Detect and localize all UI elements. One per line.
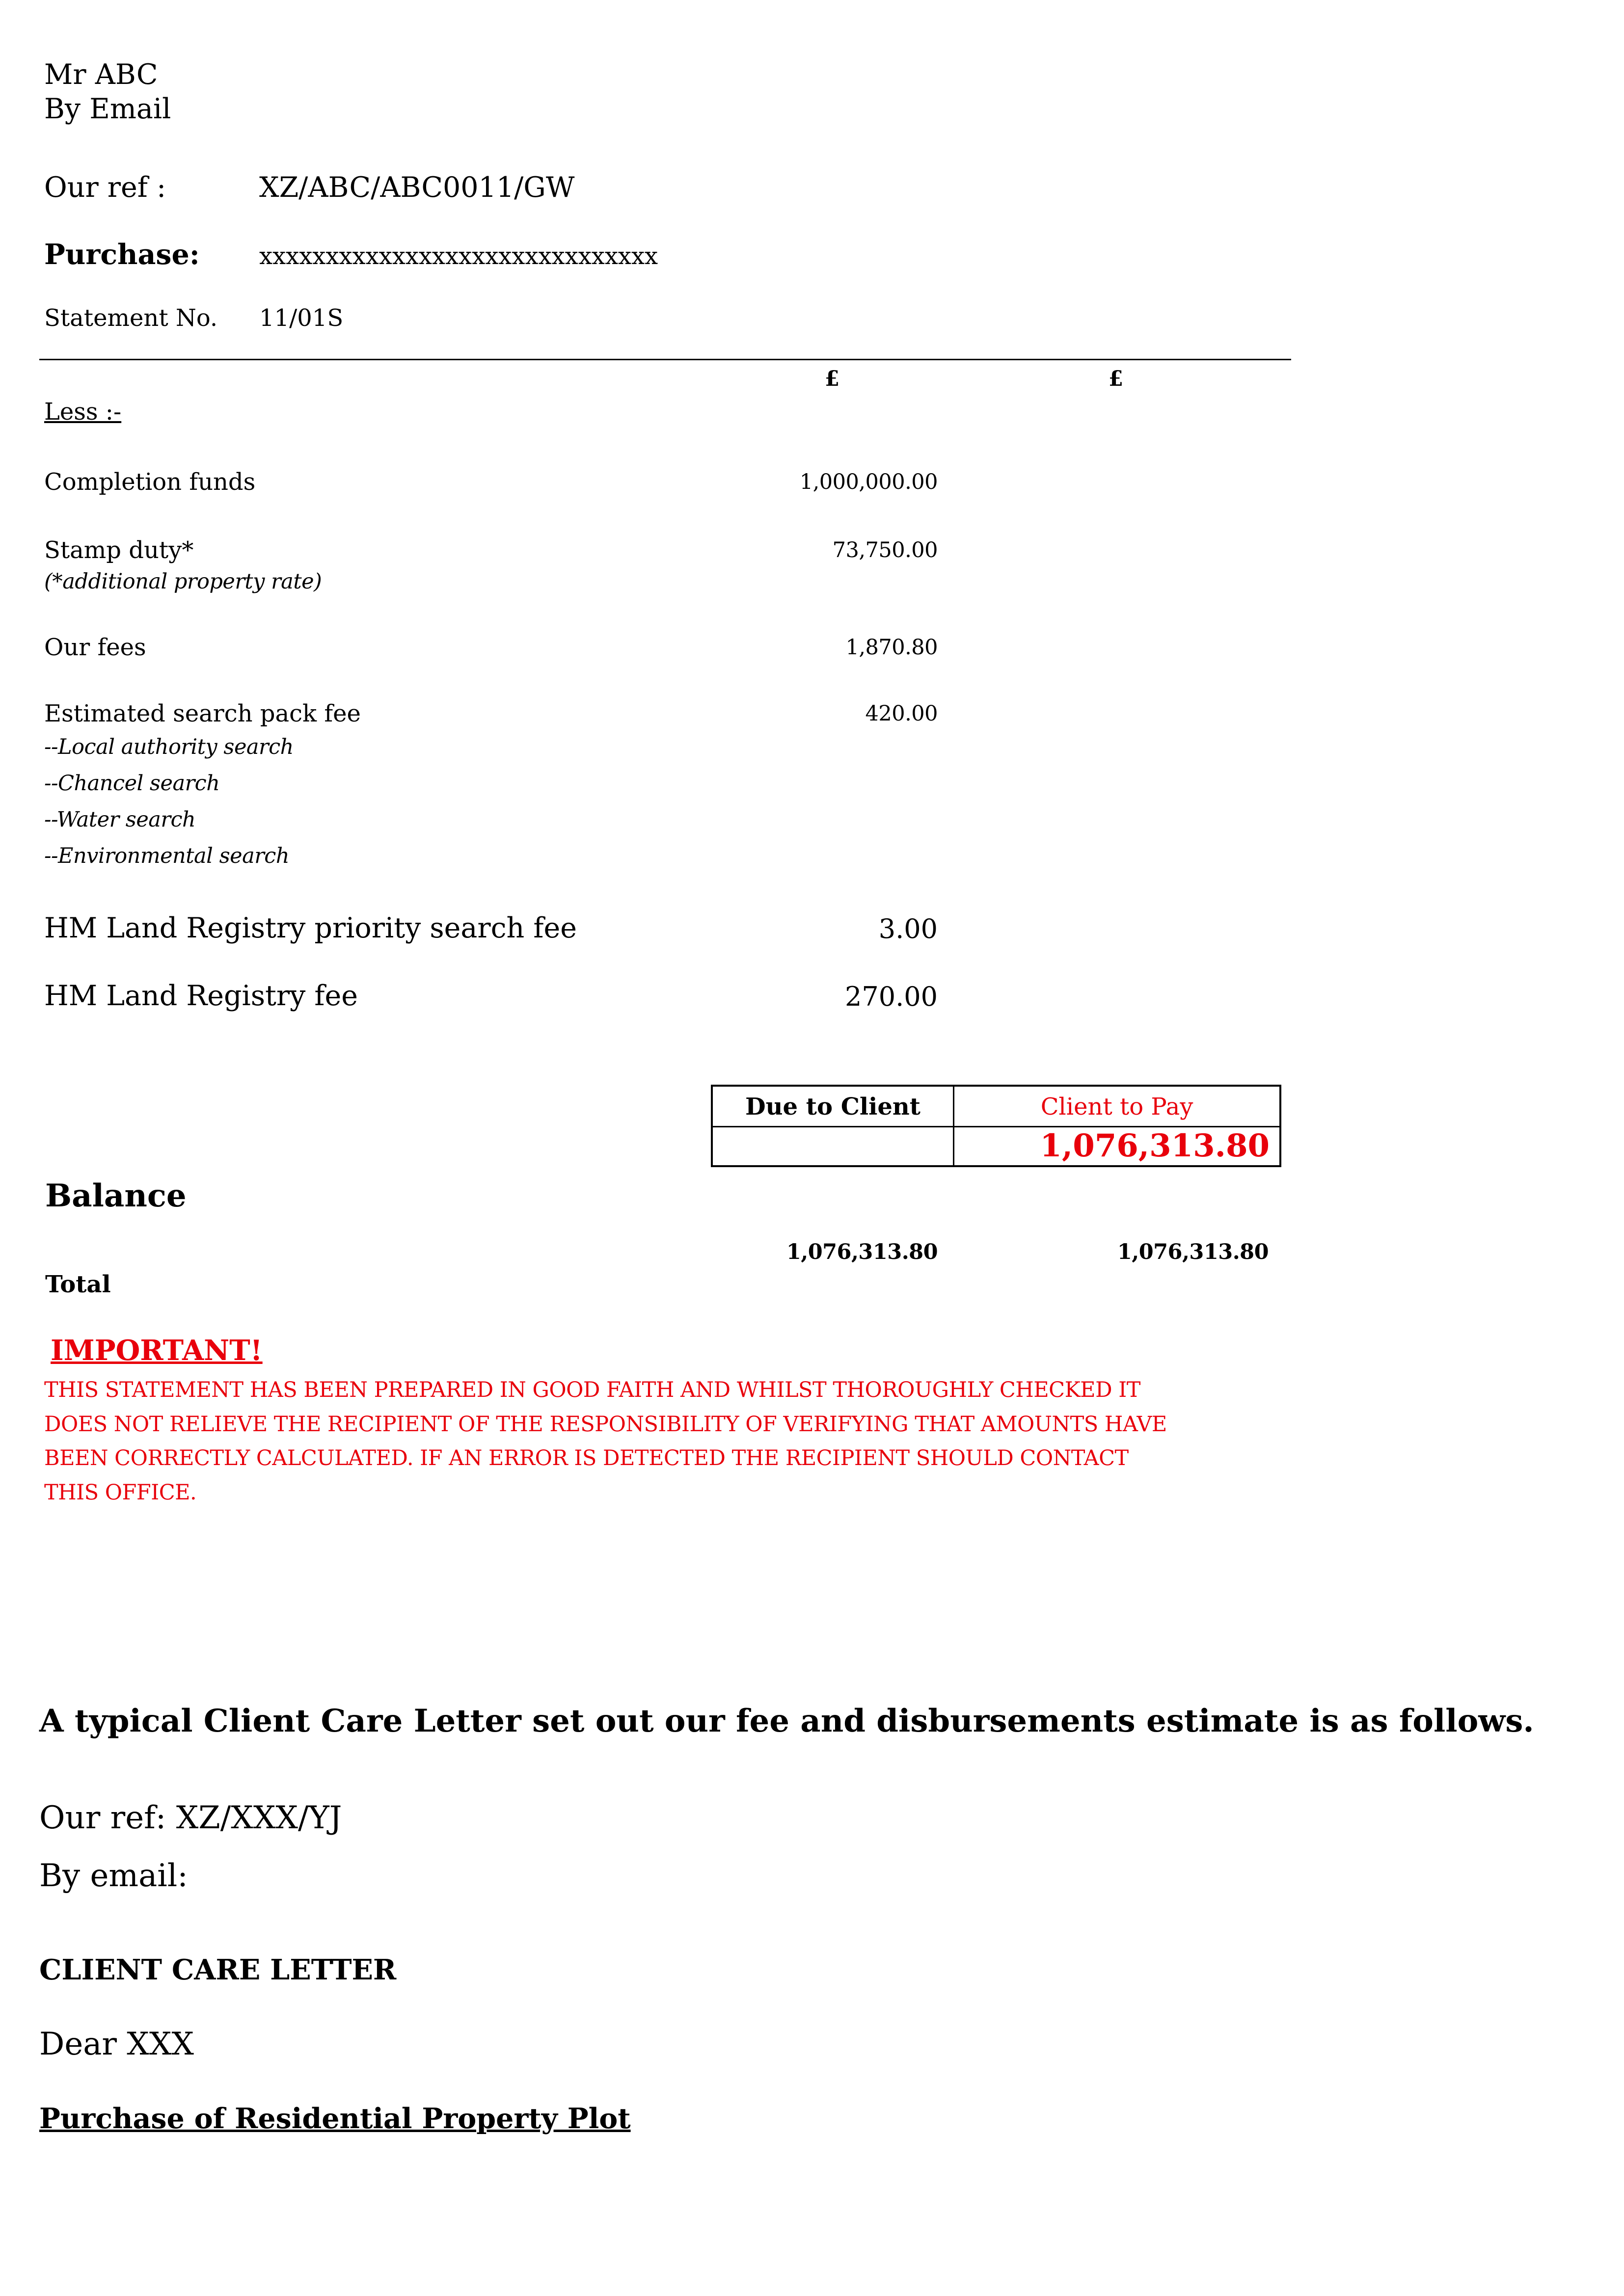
- item-fees-amount: 1,870.80: [845, 635, 938, 660]
- purchase-value: xxxxxxxxxxxxxxxxxxxxxxxxxxxxxx: [259, 242, 658, 270]
- important-line: BEEN CORRECTLY CALCULATED. IF AN ERROR IS DETECTED THE RECIPIENT SHOULD CONTACT: [44, 1446, 1129, 1470]
- important-line: THIS OFFICE.: [44, 1480, 197, 1505]
- care-letter-by-email: By email:: [39, 1858, 188, 1894]
- total-label: Total: [45, 1271, 111, 1298]
- care-letter-intro: A typical Client Care Letter set out our fee and disbursements estimate is as follows.: [39, 1703, 1534, 1739]
- item-search-pack-label: Estimated search pack fee: [44, 700, 361, 727]
- due-to-client-header: Due to Client: [745, 1093, 920, 1121]
- statement-label: Statement No.: [44, 304, 218, 332]
- total-column-2: 1,076,313.80: [1117, 1240, 1269, 1264]
- delivery-method: By Email: [44, 93, 171, 125]
- our-ref-value: XZ/ABC/ABC0011/GW: [259, 171, 575, 204]
- our-ref-label: Our ref :: [44, 171, 166, 204]
- important-line: DOES NOT RELIEVE THE RECIPIENT OF THE RESPONSIBILITY OF VERIFYING THAT AMOUNTS HAVE: [44, 1412, 1167, 1437]
- item-priority-search-amount: 3.00: [878, 913, 938, 944]
- statement-value: 11/01S: [259, 304, 344, 332]
- recipient-name: Mr ABC: [44, 58, 158, 91]
- search-subitem: --Environmental search: [44, 844, 290, 868]
- care-letter-heading: CLIENT CARE LETTER: [39, 1953, 397, 1986]
- total-column-1: 1,076,313.80: [786, 1240, 938, 1264]
- search-subitem: --Water search: [44, 807, 196, 832]
- header-divider: [39, 359, 1291, 360]
- search-subitem: --Local authority search: [44, 735, 294, 759]
- client-to-pay-header: Client to Pay: [1040, 1093, 1193, 1121]
- search-subitem: --Chancel search: [44, 771, 220, 796]
- item-stamp-note: (*additional property rate): [44, 569, 322, 594]
- column-2-currency: £: [1109, 367, 1123, 391]
- purchase-label: Purchase:: [44, 238, 200, 271]
- balance-label: Balance: [45, 1177, 187, 1214]
- item-land-registry-label: HM Land Registry fee: [44, 980, 358, 1012]
- less-label: Less :-: [44, 398, 122, 426]
- item-stamp-amount: 73,750.00: [832, 538, 938, 562]
- care-letter-salutation: Dear XXX: [39, 2026, 194, 2062]
- care-letter-subject: Purchase of Residential Property Plot: [39, 2102, 631, 2135]
- column-1-currency: £: [825, 367, 839, 391]
- important-heading: IMPORTANT!: [51, 1334, 263, 1367]
- balance-box: [711, 1085, 1281, 1167]
- care-letter-ref: Our ref: XZ/XXX/YJ: [39, 1800, 342, 1836]
- item-land-registry-amount: 270.00: [845, 981, 938, 1012]
- important-line: THIS STATEMENT HAS BEEN PREPARED IN GOOD FAITH AND WHILST THOROUGHLY CHECKED IT: [44, 1378, 1140, 1402]
- client-to-pay-amount: 1,076,313.80: [1040, 1127, 1270, 1164]
- item-completion-label: Completion funds: [44, 468, 256, 496]
- item-search-pack-amount: 420.00: [865, 701, 938, 726]
- item-completion-amount: 1,000,000.00: [799, 470, 938, 494]
- item-fees-label: Our fees: [44, 634, 146, 661]
- item-priority-search-label: HM Land Registry priority search fee: [44, 912, 577, 944]
- item-stamp-label: Stamp duty*: [44, 536, 194, 564]
